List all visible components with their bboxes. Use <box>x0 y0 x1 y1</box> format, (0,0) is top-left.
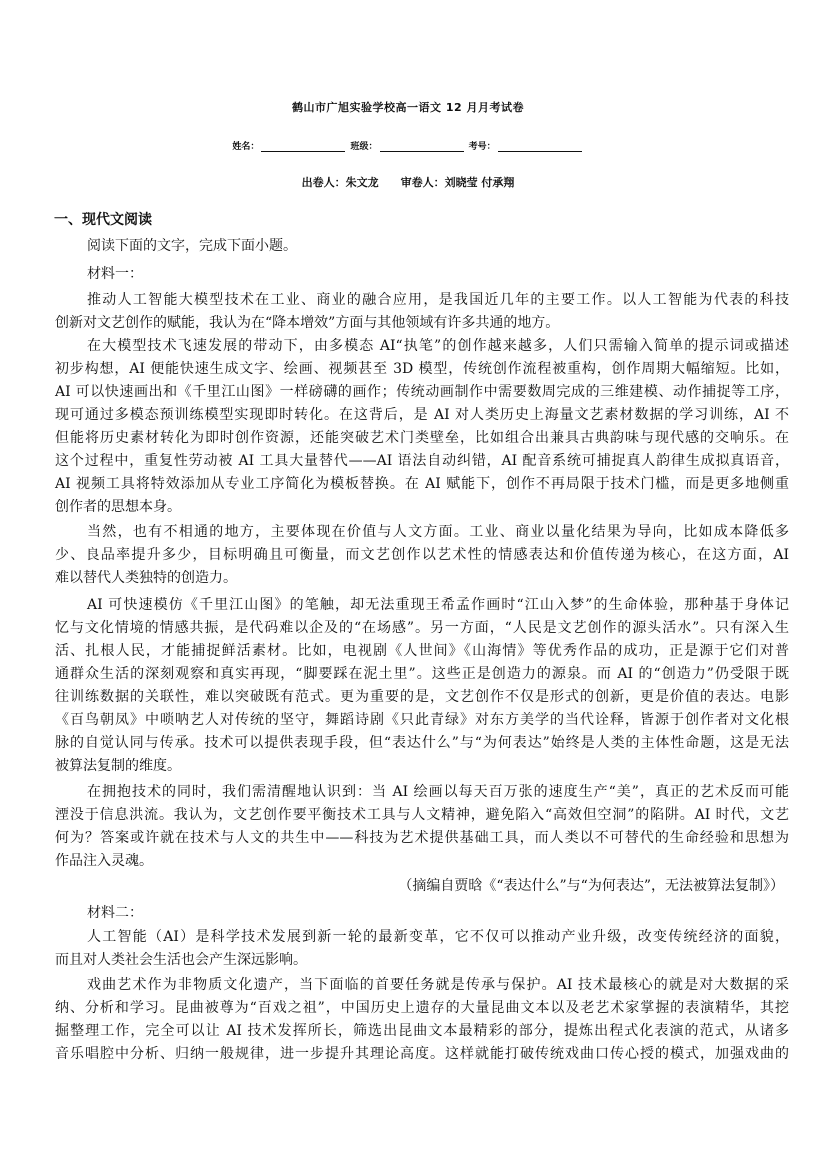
material1-line: AI 可以快速画出和《千里江山图》一样磅礴的画作；传统动画制作中需要数周完成的三维建模、动作捕捉等工序， <box>55 384 789 400</box>
material1-line: 创新对文艺创作的赋能，我认为在“降本增效”方面与其他领域有许多共通的地方。 <box>55 315 560 331</box>
section-heading: 一、现代文阅读 <box>54 212 152 228</box>
material1-line: 湮没于信息洪流。我认为，文艺创作要平衡技术工具与人文精神，避免陷入“高效但空洞”的陷阱。AI 时代，文艺 <box>55 807 789 823</box>
material1-line: 少、良品率提升多少，目标明确且可衡量，而文艺创作以艺术性的情感表达和价值传递为核心，在这方面，AI <box>55 547 789 563</box>
material1-line: 忆与文化情境的情感共振，是代码难以企及的“在场感”。另一方面，“人民是文艺创作的源头活水”。只有深入生 <box>55 620 789 636</box>
instruction: 阅读下面的文字，完成下面小题。 <box>87 238 297 254</box>
material1-line: 通群众生活的深刻观察和真实再现，“脚要踩在泥土里”。这些正是创造力的源泉。而 AI 的“创造力”仍受限于既 <box>55 666 789 682</box>
material1-label: 材料一： <box>87 266 143 282</box>
material2-line: 人工智能（AI）是科学技术发展到新一轮的最新变革，它不仅可以推动产业升级，改变传统经济的面貌， <box>87 929 789 945</box>
material1-source: （摘编自贾晗《“表达什么”与“为何表达”，无法被算法复制》） <box>398 878 784 894</box>
material1-line: 这个过程中，重复性劳动被 AI 工具大量替代——AI 语法自动纠错，AI 配音系统可捕捉真人韵律生成拟真语音， <box>55 453 789 469</box>
student-info-row <box>0 135 816 158</box>
material1-line: 作品注入灵魂。 <box>55 853 153 869</box>
material1-line: 创作者的思想本身。 <box>55 499 181 515</box>
material1-line: 被算法复制的维度。 <box>55 758 181 774</box>
material1-line: 初步构想，AI 便能快速生成文字、绘画、视频甚至 3D 模型，传统创作流程被重构，创作周期大幅缩短。比如， <box>55 361 789 377</box>
material1-line: 往训练数据的关联性，难以突破既有范式。更为重要的是，文艺创作不仅是形式的创新，更是价值的表达。电影 <box>55 689 789 705</box>
material2-line: 音乐唱腔中分析、归纳一般规律，进一步提升其理论高度。这样就能打破传统戏曲口传心授的模式，加强戏曲的 <box>55 1046 789 1062</box>
material2-line: 纳、分析和学习。昆曲被尊为“百戏之祖”，中国历史上遗存的大量昆曲文本以及老艺术家掌握的表演精华，其挖 <box>55 1000 789 1016</box>
material1-line: 《百鸟朝凤》中唢呐艺人对传统的坚守，舞蹈诗剧《只此青绿》对东方美学的当代诠释，皆源于创作者对文化根 <box>55 712 789 728</box>
material1-line: AI 视频工具将特效添加从专业工序简化为模板替换。在 AI 赋能下，创作不再局限于技术门槛，而是更多地侧重 <box>55 476 789 492</box>
class-label: 班级： <box>350 142 378 152</box>
material1-line: 脉的自觉认同与传承。技术可以提供表现手段，但“表达什么”与“为何表达”始终是人类的主体性命题，这是无法 <box>55 735 789 751</box>
exam-title: 鹤山市广旭实验学校高一语文 12 月月考试卷 <box>292 101 524 114</box>
exam-no-label: 考号： <box>468 142 496 152</box>
material2-line: 戏曲艺术作为非物质文化遗产，当下面临的首要任务就是传承与保护。AI 技术最核心的就是对大数据的采 <box>87 977 789 993</box>
material2-label: 材料二： <box>87 905 143 921</box>
material1-line: 在拥抱技术的同时，我们需清醒地认识到：当 AI 绘画以每天百万张的速度生产“美”，真正的艺术反而可能 <box>87 784 789 800</box>
class-blank <box>380 135 464 152</box>
material1-line: 在大模型技术飞速发展的带动下，由多模态 AI“执笔”的创作越来越多，人们只需输入简单的提示词或描述 <box>87 338 789 354</box>
material1-line: 难以替代人类独特的创造力。 <box>55 570 237 586</box>
material1-line: 当然，也有不相通的地方，主要体现在价值与人文方面。工业、商业以量化结果为导向，比如成本降低多 <box>87 524 789 540</box>
material1-line: 但能将历史素材转化为即时创作资源，还能突破艺术门类壁垒，比如组合出兼具古典韵味与现代感的交响乐。在 <box>55 430 789 446</box>
material1-line: 推动人工智能大模型技术在工业、商业的融合应用，是我国近几年的主要工作。以人工智能为代表的科技 <box>87 292 789 308</box>
name-label: 姓名： <box>232 142 260 152</box>
setter: 出卷人：朱文龙 <box>301 176 379 189</box>
material1-line: AI 可快速模仿《千里江山图》的笔触，却无法重现王希孟作画时“江山入梦”的生命体验，那种基于身体记 <box>87 597 789 613</box>
material2-line: 掘整理工作，完全可以让 AI 技术发挥所长，筛选出昆曲文本最精彩的部分，提炼出程式化表演的范式，从诸多 <box>55 1023 789 1039</box>
material1-line: 现可通过多模态预训练模型实现即时转化。在这背后，是 AI 对人类历史上海量文艺素材数据的学习训练，AI 不 <box>55 407 789 423</box>
material1-line: 活、扎根人民，才能捕捉鲜活素材。比如，电视剧《人世间》《山海情》等优秀作品的成功，正是源于它们对普 <box>55 643 789 659</box>
name-blank <box>261 135 345 152</box>
material1-line: 何为？答案或许就在技术与人文的共生中——科技为艺术提供基础工具，而人类以不可替代的生命经验和思想为 <box>55 830 789 846</box>
material2-line: 而且对人类社会生活也会产生深远影响。 <box>55 952 307 968</box>
authors-line <box>0 168 816 198</box>
reviewer: 审卷人：刘晓莹 付承翔 <box>400 176 515 189</box>
exam-no-blank <box>498 135 582 152</box>
